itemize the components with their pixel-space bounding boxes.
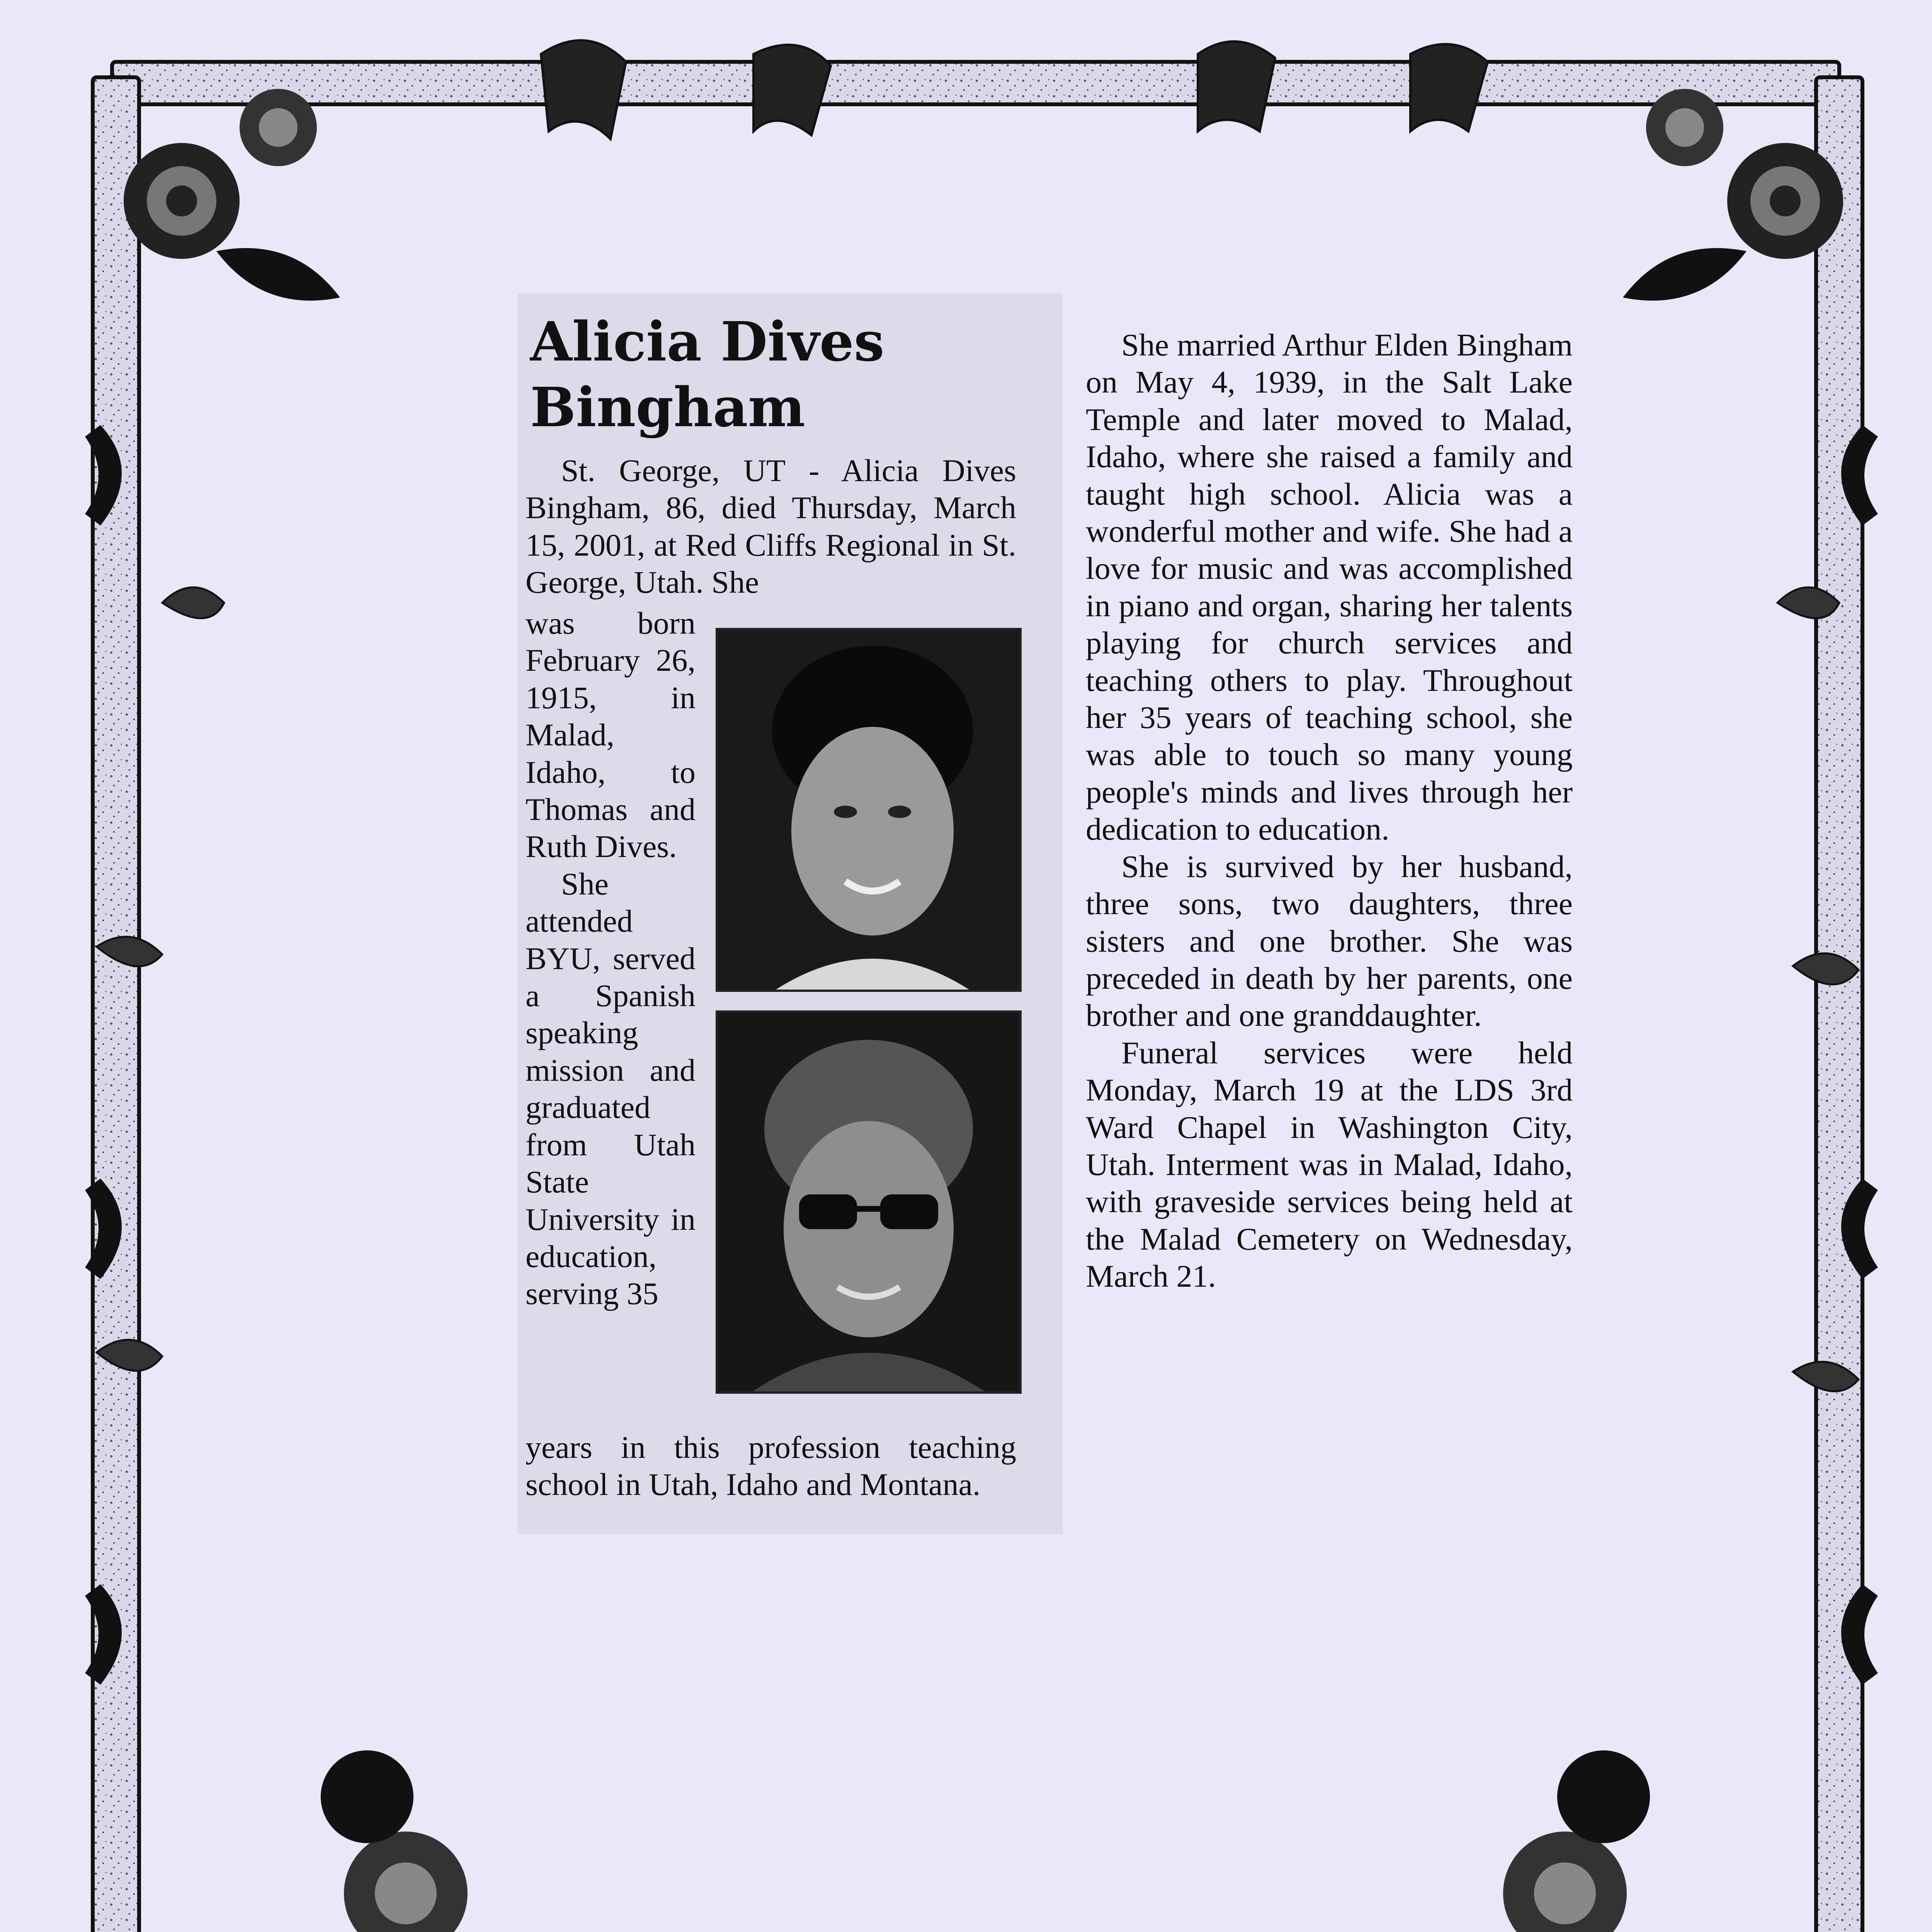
obituary-right-column <box>1086 327 1573 1295</box>
portrait-young-woman-icon <box>718 630 1019 990</box>
portrait-older-woman-glasses-icon <box>718 1013 1019 1391</box>
obituary-education-end-column <box>526 1429 1016 1503</box>
obituary-services: Funeral services were held Monday, March 19 at the LDS 3rd Ward Chapel in Washington City, Utah. Interment was in Malad, Idaho, with graveside services being held at the Malad Cemetery on Wednesday, March 21. <box>1086 1035 1573 1294</box>
bottom-right-rose-basket-icon <box>1383 1750 1847 1932</box>
top-right-rose-cluster-icon <box>1623 89 1843 301</box>
obituary-narrow-column <box>526 605 696 1313</box>
obituary-survivors: She is survived by her husband, three sons, two daughters, three sisters and one brother. She was preceded in death by her parents, one brother and one granddaughter. <box>1086 849 1573 1033</box>
obituary-birth: was born February 26, 1915, in Malad, Idaho, to Thomas and Ruth Dives. <box>526 605 696 864</box>
obituary-education-end: years in this profession teaching school in Utah, Idaho and Montana. <box>526 1430 1016 1502</box>
obituary-education: She attended BYU, served a Spanish speaking mission and graduated from Utah State University in education, serving 35 <box>526 866 696 1311</box>
portrait-young-woman-photo <box>716 628 1022 992</box>
obituary-marriage: She married Arthur Elden Bingham on May 4, 1939, in the Salt Lake Temple and later moved to Malad, Idaho, where she raised a family and taught high school. Alicia was a wonderful mother and wife. She had a love for music and was accomplished in piano and organ, sharing her talents playing for church services and teaching others to play. Throughout her 35 years of teaching school, she was able to touch so many young people's minds and lives through her dedication to education. <box>1086 327 1573 847</box>
portrait-older-woman-glasses-photo <box>716 1010 1022 1394</box>
bottom-left-rose-basket-icon <box>116 1750 587 1932</box>
top-left-rose-cluster-icon <box>124 89 340 301</box>
obituary-intro-column <box>526 452 1016 601</box>
obituary-headline: Alicia Dives Bingham <box>530 310 884 439</box>
obituary-intro: St. George, UT - Alicia Dives Bingham, 86, died Thursday, March 15, 2001, at Red Cliffs Regional in St. George, Utah. She <box>526 453 1016 600</box>
